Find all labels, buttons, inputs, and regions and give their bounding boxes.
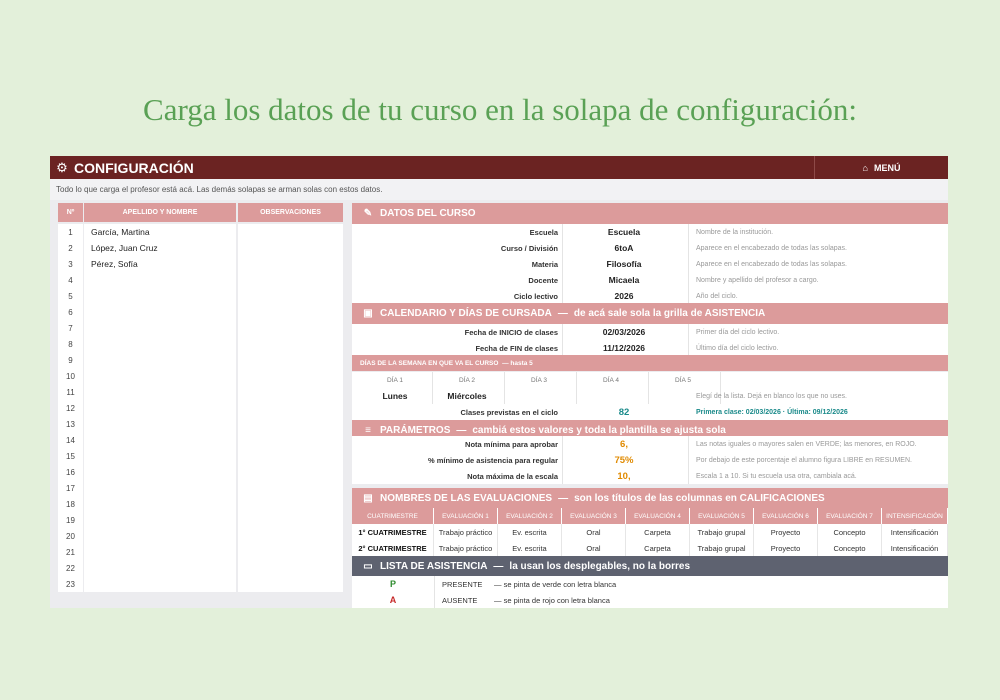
field-label: Docente — [528, 275, 558, 285]
field-label: Fecha de FIN de clases — [475, 343, 558, 353]
divider — [562, 452, 563, 468]
section-dash: — — [558, 493, 569, 504]
field-value[interactable]: Filosofía — [606, 259, 642, 269]
row-number: 10 — [58, 368, 83, 384]
row-number: 2 — [58, 240, 83, 256]
student-name-cell[interactable]: García, Martina — [84, 224, 236, 240]
list-icon: ▭ — [363, 561, 373, 572]
observaciones-cell[interactable] — [238, 272, 343, 288]
pin-icon: ✎ — [363, 208, 373, 219]
field-value[interactable]: 11/12/2026 — [602, 343, 646, 353]
field-row — [352, 436, 948, 452]
observaciones-cell[interactable] — [238, 304, 343, 320]
row-number: 8 — [58, 336, 83, 352]
observaciones-cell[interactable] — [238, 576, 343, 592]
student-name-cell[interactable] — [84, 432, 236, 448]
divider — [576, 388, 577, 404]
row-number: 7 — [58, 320, 83, 336]
section-subtitle: de acá sale sola la grilla de ASISTENCIA — [573, 308, 766, 319]
day-select[interactable]: Lunes — [382, 391, 408, 401]
page-subtitle: Todo lo que carga el profesor está acá. Las demás solapas se arman solas con estos datos. — [50, 179, 948, 200]
section-asistencia — [352, 556, 948, 577]
field-value[interactable]: 6toA — [614, 243, 634, 253]
day-label: DÍA 4 — [603, 376, 619, 384]
student-name-cell[interactable] — [84, 368, 236, 384]
divider — [562, 324, 563, 340]
observaciones-cell[interactable] — [238, 384, 343, 400]
student-name-cell[interactable] — [84, 480, 236, 496]
divider — [648, 372, 649, 388]
field-row — [352, 256, 948, 272]
row-number: 6 — [58, 304, 83, 320]
evaluacion-name-cell[interactable]: Intensificación — [882, 540, 948, 556]
home-icon: ⌂ — [862, 162, 868, 173]
day-label: DÍA 2 — [459, 376, 475, 384]
col-header-observaciones: OBSERVACIONES — [238, 203, 343, 222]
cuatrimestre-cell: 2° CUATRIMESTRE — [352, 540, 434, 556]
divider — [562, 468, 563, 484]
field-note: Aparece en el encabezado de todas las solapas. — [696, 260, 847, 268]
row-number: 22 — [58, 560, 83, 576]
evaluacion-header: EVALUACIÓN 5 — [690, 508, 754, 524]
field-value[interactable]: 6, — [620, 438, 628, 450]
evaluacion-name-cell[interactable]: Trabajo grupal — [690, 540, 754, 556]
field-value[interactable]: Micaela — [608, 275, 640, 285]
evaluacion-header: INTENSIFICACIÓN — [882, 508, 948, 524]
divider — [504, 372, 505, 388]
divider — [562, 256, 563, 272]
field-note: Aparece en el encabezado de todas las solapas. — [696, 244, 847, 252]
student-name-cell[interactable] — [84, 496, 236, 512]
divider — [504, 388, 505, 404]
section-dash: — — [456, 425, 467, 436]
field-note: Por debajo de este porcentaje el alumno figura LIBRE en RESUMEN. — [696, 456, 912, 464]
field-note: Año del ciclo. — [696, 292, 738, 300]
divider — [434, 592, 435, 608]
divider — [562, 272, 563, 288]
days-note: Elegí de la lista. Dejá en blanco los que no uses. — [696, 392, 847, 400]
clases-label: Clases previstas en el ciclo — [460, 407, 558, 417]
observaciones-cell[interactable] — [238, 352, 343, 368]
settings-icon: ≡ — [365, 425, 371, 436]
student-name-cell[interactable] — [84, 528, 236, 544]
evaluacion-name-cell[interactable]: Oral — [562, 540, 626, 556]
day-label: DÍA 3 — [531, 376, 547, 384]
row-number: 18 — [58, 496, 83, 512]
evaluacion-name-cell[interactable]: Proyecto — [754, 540, 818, 556]
menu-label: MENÚ — [873, 162, 901, 173]
field-label: % mínimo de asistencia para regular — [427, 455, 558, 465]
evaluacion-name-cell[interactable]: Ev. escrita — [498, 524, 562, 540]
divider — [432, 388, 433, 404]
field-value[interactable]: 75% — [614, 454, 634, 466]
observaciones-cell[interactable] — [238, 464, 343, 480]
student-name-cell[interactable] — [84, 576, 236, 592]
divider — [720, 372, 721, 388]
observaciones-cell[interactable] — [238, 400, 343, 416]
field-label: Ciclo lectivo — [513, 291, 558, 301]
student-name-cell[interactable] — [84, 464, 236, 480]
asistencia-desc: — se pinta de rojo con letra blanca — [494, 595, 610, 605]
row-number: 5 — [58, 288, 83, 304]
student-name-cell[interactable] — [84, 272, 236, 288]
divider — [562, 240, 563, 256]
observaciones-cell[interactable] — [238, 368, 343, 384]
field-row — [352, 288, 948, 304]
spreadsheet — [50, 156, 948, 608]
row-number: 3 — [58, 256, 83, 272]
day-select[interactable]: Miércoles — [447, 391, 487, 401]
day-label: DÍA 5 — [675, 376, 691, 384]
gear-icon: ⚙ — [56, 159, 68, 175]
row-number: 15 — [58, 448, 83, 464]
row-number: 16 — [58, 464, 83, 480]
section-title: CALENDARIO Y DÍAS DE CURSADA — [380, 308, 552, 319]
observaciones-cell[interactable] — [238, 448, 343, 464]
student-name-cell[interactable] — [84, 544, 236, 560]
field-value[interactable]: Escuela — [607, 227, 641, 237]
observaciones-cell[interactable] — [238, 240, 343, 256]
student-name-cell[interactable] — [84, 352, 236, 368]
evaluacion-header: EVALUACIÓN 3 — [562, 508, 626, 524]
evaluacion-name-cell[interactable]: Intensificación — [882, 524, 948, 540]
asistencia-code: A — [389, 595, 397, 605]
field-note: Nombre de la institución. — [696, 228, 774, 236]
section-title: LISTA DE ASISTENCIA — [380, 561, 488, 572]
section-subtitle: la usan los desplegables, no la borres — [509, 561, 691, 572]
field-label: Curso / División — [500, 243, 558, 253]
row-number: 9 — [58, 352, 83, 368]
observaciones-cell[interactable] — [238, 560, 343, 576]
student-name-cell[interactable] — [84, 512, 236, 528]
row-number: 4 — [58, 272, 83, 288]
field-row — [352, 452, 948, 468]
day-values-row — [352, 388, 948, 404]
divider — [432, 372, 433, 388]
evaluacion-header: EVALUACIÓN 4 — [626, 508, 690, 524]
field-value[interactable]: 02/03/2026 — [602, 327, 646, 337]
asistencia-label: AUSENTE — [442, 595, 478, 605]
clases-note: Primera clase: 02/03/2026 · Última: 09/12/2026 — [696, 408, 848, 416]
top-bar — [50, 156, 948, 179]
divider — [562, 224, 563, 240]
col-header-number: Nº — [58, 203, 83, 222]
clases-row — [352, 404, 948, 420]
observaciones-cell[interactable] — [238, 288, 343, 304]
row-number: 13 — [58, 416, 83, 432]
section-subtitle: son los títulos de las columnas en CALIFICACIONES — [574, 493, 825, 504]
evaluacion-name-cell[interactable]: Carpeta — [626, 540, 690, 556]
field-row — [352, 340, 948, 356]
row-number: 11 — [58, 384, 83, 400]
divider — [434, 576, 435, 592]
asistencia-label: PRESENTE — [442, 579, 483, 589]
evaluacion-name-cell[interactable]: Trabajo grupal — [690, 524, 754, 540]
student-name-cell[interactable] — [84, 320, 236, 336]
field-value[interactable]: 2026 — [614, 291, 634, 301]
field-label: Escuela — [529, 227, 558, 237]
observaciones-cell[interactable] — [238, 496, 343, 512]
evaluacion-row — [352, 540, 948, 556]
row-number: 12 — [58, 400, 83, 416]
field-note: Nombre y apellido del profesor a cargo. — [696, 276, 819, 284]
evaluacion-header: EVALUACIÓN 1 — [434, 508, 498, 524]
observaciones-cell[interactable] — [238, 528, 343, 544]
student-name-cell[interactable]: López, Juan Cruz — [84, 240, 236, 256]
document-icon: ▤ — [363, 493, 373, 504]
field-label: Materia — [531, 259, 558, 269]
asistencia-code: P — [389, 579, 396, 589]
student-name-cell[interactable] — [84, 336, 236, 352]
observaciones-cell[interactable] — [238, 432, 343, 448]
field-note: Primer día del ciclo lectivo. — [696, 328, 780, 336]
section-dash: — — [493, 561, 504, 572]
evaluacion-header: EVALUACIÓN 7 — [818, 508, 882, 524]
row-number: 20 — [58, 528, 83, 544]
evaluacion-name-cell[interactable]: Concepto — [818, 540, 882, 556]
evaluaciones-header-row — [352, 508, 948, 524]
student-name-cell[interactable] — [84, 304, 236, 320]
row-number: 17 — [58, 480, 83, 496]
observaciones-cell[interactable] — [238, 336, 343, 352]
asistencia-row — [352, 592, 948, 608]
day-select[interactable] — [506, 388, 572, 404]
evaluacion-row — [352, 524, 948, 540]
row-number: 23 — [58, 576, 83, 592]
row-number: 14 — [58, 432, 83, 448]
field-row — [352, 224, 948, 240]
section-title: DATOS DEL CURSO — [380, 208, 476, 219]
field-note: Escala 1 a 10. Si tu escuela usa otra, cambiala acá. — [696, 472, 857, 480]
day-select[interactable] — [578, 388, 644, 404]
page-title: CONFIGURACIÓN — [74, 159, 194, 176]
calendar-icon: ▣ — [363, 308, 373, 319]
days-header — [352, 355, 948, 371]
student-name-cell[interactable] — [84, 416, 236, 432]
section-dash: — — [557, 308, 568, 319]
section-title: PARÁMETROS — [380, 425, 451, 436]
col-header-name: APELLIDO Y NOMBRE — [84, 203, 236, 222]
evaluacion-name-cell[interactable]: Ev. escrita — [498, 540, 562, 556]
observaciones-cell[interactable] — [238, 480, 343, 496]
evaluacion-name-cell[interactable]: Proyecto — [754, 524, 818, 540]
field-row — [352, 272, 948, 288]
asistencia-desc: — se pinta de verde con letra blanca — [494, 579, 617, 589]
sheet-canvas — [50, 200, 948, 608]
cuatrimestre-cell: 1° CUATRIMESTRE — [352, 524, 434, 540]
observaciones-cell[interactable] — [238, 256, 343, 272]
divider — [648, 388, 649, 404]
evaluacion-name-cell[interactable]: Trabajo práctico — [434, 540, 498, 556]
day-label: DÍA 1 — [387, 376, 403, 384]
field-row — [352, 324, 948, 340]
field-value[interactable]: 10, — [617, 470, 631, 482]
student-name-cell[interactable] — [84, 400, 236, 416]
student-name-cell[interactable] — [84, 288, 236, 304]
section-title: NOMBRES DE LAS EVALUACIONES — [380, 493, 553, 504]
observaciones-cell[interactable] — [238, 512, 343, 528]
row-number: 19 — [58, 512, 83, 528]
section-datos-del-curso — [352, 203, 948, 224]
headline: Carga los datos de tu curso en la solapa de configuración: — [143, 92, 857, 127]
student-name-cell[interactable] — [84, 560, 236, 576]
row-number: 21 — [58, 544, 83, 560]
section-subtitle: cambiá estos valores y toda la plantilla se ajusta sola — [472, 425, 726, 436]
evaluacion-header: EVALUACIÓN 2 — [498, 508, 562, 524]
evaluacion-name-cell[interactable]: Oral — [562, 524, 626, 540]
observaciones-cell[interactable] — [238, 224, 343, 240]
field-label: Nota mínima para aprobar — [465, 439, 558, 449]
evaluacion-header: EVALUACIÓN 6 — [754, 508, 818, 524]
menu-button[interactable] — [814, 156, 948, 179]
divider — [562, 288, 563, 304]
asistencia-row — [352, 576, 948, 592]
row-number: 1 — [58, 224, 83, 240]
observaciones-cell[interactable] — [238, 320, 343, 336]
field-label: Nota máxima de la escala — [467, 471, 558, 481]
days-header-suffix: — hasta 5 — [502, 359, 533, 367]
observaciones-cell[interactable] — [238, 416, 343, 432]
days-header-label: DÍAS DE LA SEMANA EN QUE VA EL CURSO — [360, 359, 499, 367]
evaluacion-name-cell[interactable]: Carpeta — [626, 524, 690, 540]
field-row — [352, 240, 948, 256]
field-note: Último día del ciclo lectivo. — [696, 344, 779, 352]
evaluacion-name-cell[interactable]: Trabajo práctico — [434, 524, 498, 540]
divider — [562, 340, 563, 356]
divider — [562, 436, 563, 452]
day-labels-row — [352, 372, 948, 388]
evaluacion-name-cell[interactable]: Concepto — [818, 524, 882, 540]
section-calendario — [352, 303, 948, 324]
field-label: Fecha de INICIO de clases — [464, 327, 558, 337]
student-name-cell[interactable] — [84, 448, 236, 464]
field-note: Las notas iguales o mayores salen en VERDE; las menores, en ROJO. — [696, 440, 917, 448]
student-name-cell[interactable] — [84, 384, 236, 400]
section-evaluaciones — [352, 488, 948, 509]
observaciones-cell[interactable] — [238, 544, 343, 560]
field-row — [352, 468, 948, 484]
evaluacion-header: CUATRIMESTRE — [352, 508, 434, 524]
student-name-cell[interactable]: Pérez, Sofía — [84, 256, 236, 272]
clases-value[interactable]: 82 — [618, 406, 630, 418]
divider — [576, 372, 577, 388]
